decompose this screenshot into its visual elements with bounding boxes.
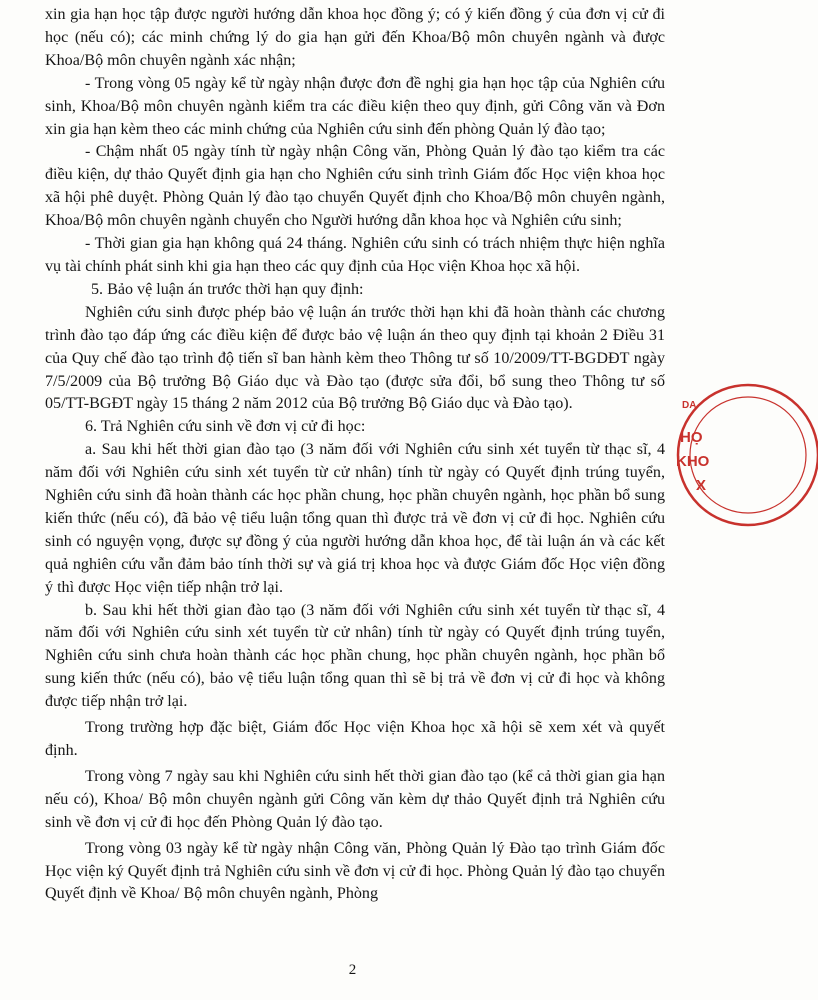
section-heading-6: 6. Trả Nghiên cứu sinh về đơn vị cử đi học: <box>85 418 366 436</box>
svg-text:KHO: KHO <box>676 453 710 470</box>
paragraph-seven-days: Trong vòng 7 ngày sau khi Nghiên cứu sinh hết thời gian đào tạo (kể cả thời gian gia hạn nếu có), Khoa/ Bộ môn chuyên ngành gửi Công văn kèm dự thảo Quyết định trả Nghiên cứu sinh về đơn vị cử đi học đến Phòng Quản lý đào tạo. <box>45 767 665 831</box>
paragraph-special-case: Trong trường hợp đặc biệt, Giám đốc Học viện Khoa học xã hội sẽ xem xét và quyết định. <box>45 719 665 759</box>
page-number: 2 <box>348 962 357 978</box>
svg-text:HỌ: HỌ <box>680 429 703 446</box>
svg-text:DA: DA <box>682 400 697 411</box>
paragraph-early-defense: Nghiên cứu sinh được phép bảo vệ luận án trước thời hạn khi đã hoàn thành các chương trình đào tạo đáp ứng các điều kiện để được bảo vệ luận án theo quy định tại khoản 2 Điều 31 của Quy chế đào tạo trình độ tiến sĩ ban hành kèm theo Thông tư số 10/2009/TT-BGDĐT ngày 7/5/2009 của Bộ trưởng Bộ Giáo dục và Đào tạo (được sửa đổi, bổ sung theo Thông tư số 05/TT-BGĐT ngày 15 tháng 2 năm 2012 của Bộ trưởng Bộ Giáo dục và Đào tạo). <box>45 303 665 413</box>
seal-icon <box>658 380 818 530</box>
paragraph-continuation: xin gia hạn học tập được người hướng dẫn khoa học đồng ý; có ý kiến đồng ý của đơn vị cử đi học (nếu có); các minh chứng lý do gia hạn gửi đến Khoa/Bộ môn chuyên ngành và được Khoa/Bộ môn chuyên ngành xác nhận; <box>45 6 665 69</box>
paragraph-khoa-check: - Trong vòng 05 ngày kể từ ngày nhận được đơn đề nghị gia hạn học tập của Nghiên cứu sinh, Khoa/Bộ môn chuyên ngành kiểm tra các điều kiện theo quy định, gửi Công văn và Đơn xin gia hạn kèm theo các minh chứng của Nghiên cứu sinh đến phòng Quản lý đào tạo; <box>45 74 665 138</box>
svg-text:X: X <box>696 477 707 494</box>
red-seal-stamp <box>658 380 710 530</box>
paragraph-item-a: a. Sau khi hết thời gian đào tạo (3 năm đối với Nghiên cứu sinh xét tuyển từ thạc sĩ, 4 năm đối với Nghiên cứu sinh xét tuyển từ cử nhân) tính từ ngày có Quyết định trúng tuyển, Nghiên cứu sinh đã hoàn thành các học phần chung, học phần chuyên ngành, học phần bổ sung kiến thức (nếu có), đã bảo vệ tiểu luận tổng quan thì được trả về đơn vị cử đi học. Nghiên cứu sinh có nguyện vọng, được sự đồng ý của người hướng dẫn khoa học, để tài luận án và các kết quả nghiên cứu vẫn đảm bảo tính thời sự và giá trị khoa học và được Giám đốc Học viện đồng ý thì được Học viện tiếp nhận trở lại. <box>45 441 665 596</box>
paragraph-phong-decision: - Chậm nhất 05 ngày tính từ ngày nhận Công văn, Phòng Quản lý đào tạo kiểm tra các điều kiện, dự thảo Quyết định gia hạn cho Nghiên cứu sinh trình Giám đốc Học viện khoa học xã hội phê duyệt. Phòng Quản lý đào tạo chuyển Quyết định cho Khoa/Bộ môn chuyên ngành, Khoa/Bộ môn chuyên ngành chuyển cho Người hướng dẫn khoa học và Nghiên cứu sinh; <box>45 143 665 230</box>
body-text <box>45 4 665 906</box>
paragraph-three-days: Trong vòng 03 ngày kể từ ngày nhận Công văn, Phòng Quản lý Đào tạo trình Giám đốc Học viện ký Quyết định trả Nghiên cứu sinh về đơn vị cử đi học. Phòng Quản lý đào tạo chuyển Quyết định về Khoa/ Bộ môn chuyên ngành, Phòng <box>45 839 665 903</box>
paragraph-extension-limit: - Thời gian gia hạn không quá 24 tháng. Nghiên cứu sinh có trách nhiệm thực hiện nghĩa vụ tài chính phát sinh khi gia hạn theo các quy định của Học viện Khoa học xã hội. <box>45 235 665 275</box>
paragraph-item-b: b. Sau khi hết thời gian đào tạo (3 năm đối với Nghiên cứu sinh xét tuyển từ thạc sĩ, 4 năm đối với Nghiên cứu sinh xét tuyển từ cử nhân) tính từ ngày có Quyết định trúng tuyển, Nghiên cứu sinh chưa hoàn thành các học phần chung, học phần chuyên ngành, học phần bổ sung kiến thức (nếu có), bảo vệ tiểu luận tổng quan thì sẽ bị trả về đơn vị cử đi học và không được tiếp nhận trở lại. <box>45 601 665 711</box>
section-heading-5: 5. Bảo vệ luận án trước thời hạn quy định: <box>91 280 364 298</box>
